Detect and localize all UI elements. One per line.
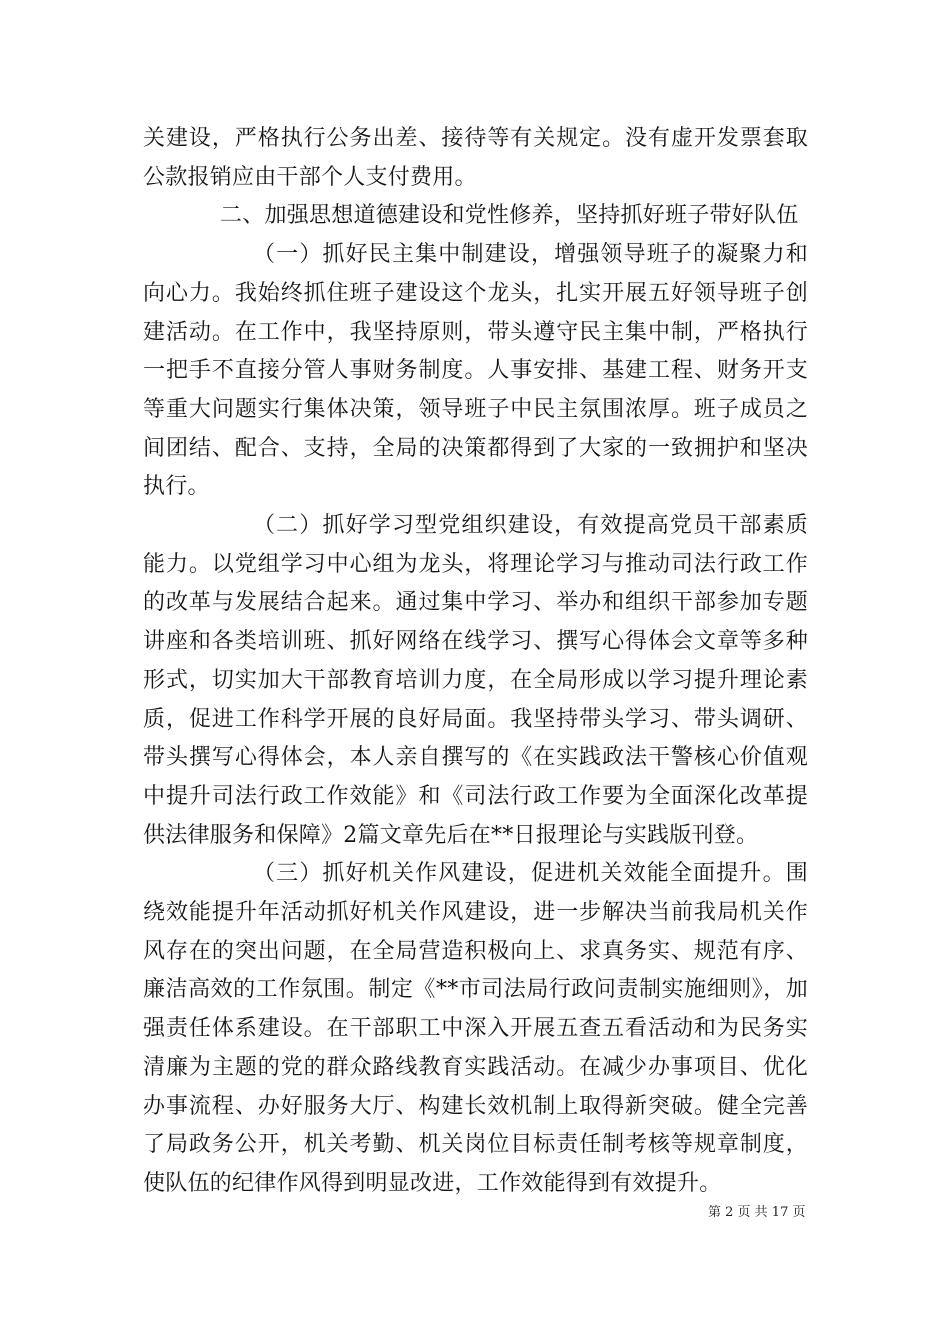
section-heading: 二、加强思想道德建设和党性修养，坚持抓好班子带好队伍 bbox=[220, 203, 799, 229]
paragraph-learning-organization: （二）抓好学习型党组织建设，有效提高党员干部素质能力。以党组学习中心组为龙头，将理论学习与推动司法行政工作的改革与发展结合起来。通过集中学习、举办和组织干部参加专题讲座和各类培训班、抓好网络在线学习、撰写心得体会文章等多种形式，切实加大干部教育培训力度，在全局形成以学习提升理论素质，促进工作科学开展的良好局面。我坚持带头学习、带头调研、带头撰写心得体会，本人亲自撰写的《在实践政法干警核心价值观中提升司法行政工作效能》和《司法行政工作要为全面深化改革提供法律服务和保障》2篇文章先后在**日报理论与实践版刊登。 bbox=[143, 513, 808, 848]
document-page bbox=[143, 120, 808, 1204]
page-number-footer: 第 2 页 共 17 页 bbox=[708, 1205, 806, 1220]
paragraph-work-style: （三）抓好机关作风建设，促进机关效能全面提升。围绕效能提升年活动抓好机关作风建设，进一步解决当前我局机关作风存在的突出问题，在全局营造积极向上、求真务实、规范有序、廉洁高效的工作氛围。制定《**市司法局行政问责制实施细则》，加强责任体系建设。在干部职工中深入开展五查五看活动和为民务实清廉为主题的党的群众路线教育实践活动。在减少办事项目、优化办事流程、办好服务大厅、构建长效机制上取得新突破。健全完善了局政务公开，机关考勤、机关岗位目标责任制考核等规章制度，使队伍的纪律作风得到明显改进，工作效能得到有效提升。 bbox=[143, 861, 808, 1196]
paragraph-continuation: 关建设，严格执行公务出差、接待等有关规定。没有虚开发票套取公款报销应由干部个人支付费用。 bbox=[143, 126, 808, 190]
paragraph-democratic-centralism: （一）抓好民主集中制建设，增强领导班子的凝聚力和向心力。我始终抓住班子建设这个龙头，扎实开展五好领导班子创建活动。在工作中，我坚持原则，带头遵守民主集中制，严格执行一把手不直接分管人事财务制度。人事安排、基建工程、财务开支等重大问题实行集体决策，领导班子中民主氛围浓厚。班子成员之间团结、配合、支持，全局的决策都得到了大家的一致拥护和坚决执行。 bbox=[143, 242, 808, 500]
